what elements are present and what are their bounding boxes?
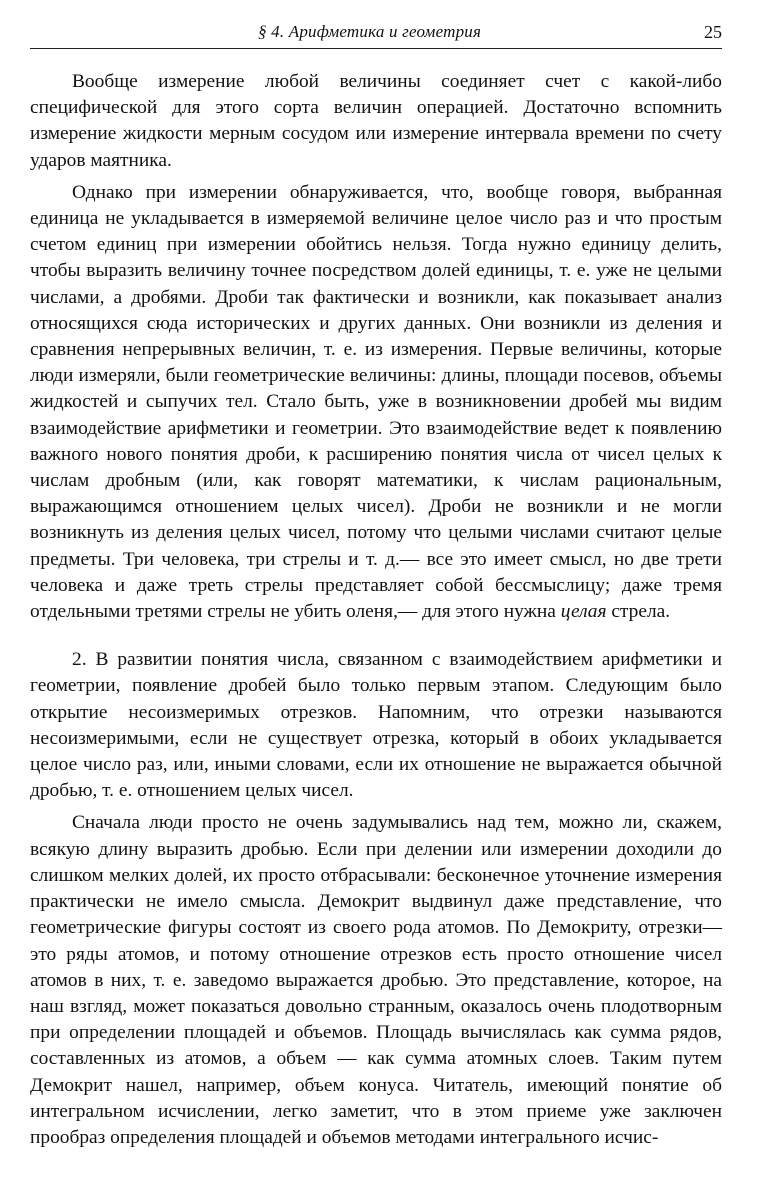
paragraph-2-text: Однако при измерении обнаруживается, что, вообще говоря, выбранная единица не укладывается в измеряемой величине целое число раз и что простым счетом единиц при измерении обойтись нельзя. Тогда нужно единицу делить, чтобы выразить величину точнее посредством долей единицы, т. е. уже не целыми числами, а дробями. Дроби так фактически и возникли, как показывает анализ относящихся сюда исторических и других данных. Они возникли из деления и сравнения непрерывных величин, т. е. из измерения. Первые величины, которые люди измеряли, были геометрические величины: длины, площади посевов, объемы жидкостей и сыпучих тел. Стало быть, уже в возникновении дробей мы видим взаимодействие арифметики и геометрии. Это взаимодействие ведет к появлению важного нового понятия дроби, к расширению понятия числа от чисел целых к числам дробным (или, как говорят математики, к числам рациональным, выражающимся отношением целых чисел). Дроби не возникли и не могли возникнуть из деления целых чисел, потому что целыми числами считают целые предметы. Три человека, три стрелы и т. д.— все это имеет смысл, но две трети человека и даже треть стрелы представляет собой бессмыслицу; даже тремя отдельными третями стрелы не убить оленя,— для этого нужна [30, 181, 722, 623]
body-text [30, 69, 722, 1151]
running-title: § 4. Арифметика и геометрия [258, 22, 482, 41]
paragraph-2-end: стрела. [611, 601, 671, 623]
page-number: 25 [704, 22, 722, 42]
paragraph-2-emphasis: целая [560, 601, 607, 623]
book-page [30, 18, 722, 1151]
paragraph-4: Сначала люди просто не очень задумывались над тем, можно ли, скажем, всякую длину выразить дробью. Если при делении или измерении доходили до слишком мелких долей, их просто отбрасывали: бесконечное уточнение измерения практически не имело смысла. Демокрит выдвинул даже представление, что геометрические фигуры состоят из своего рода атомов. По Демокриту, отрезки—это ряды атомов, и потому отношение отрезков есть просто отношение чисел атомов в них, т. е. заведомо выражается дробью. Это представление, которое, на наш взгляд, может показаться довольно странным, оказалось очень плодотворным при определении площадей и объемов. Площадь вычислялась как сумма рядов, составленных из атомов, а объем — как сумма атомных слоев. Таким путем Демокрит нашел, например, объем конуса. Читатель, имеющий понятие об интегральном исчислении, легко заметит, что в этом приеме уже заключен прообраз определения площадей и объемов методами интегрального исчис- [30, 812, 722, 1148]
paragraph-3: 2. В развитии понятия числа, связанном с взаимодействием арифметики и геометрии, появление дробей было только первым этапом. Следующим было открытие несоизмеримых отрезков. Напомним, что отрезки называются несоизмеримыми, если не существует отрезка, который в обоих укладывается целое число раз, или, иными словами, если их отношение не выражается обычной дробью, т. е. отношением целых чисел. [30, 649, 722, 802]
paragraph-2 [30, 180, 722, 625]
paragraph-1: Вообще измерение любой величины соединяет счет с какой-либо специфической для этого сорта величин операцией. Достаточно вспомнить измерение жидкости мерным сосудом или измерение интервала времени по счету ударов маятника. [30, 71, 722, 171]
page-header [30, 18, 722, 49]
